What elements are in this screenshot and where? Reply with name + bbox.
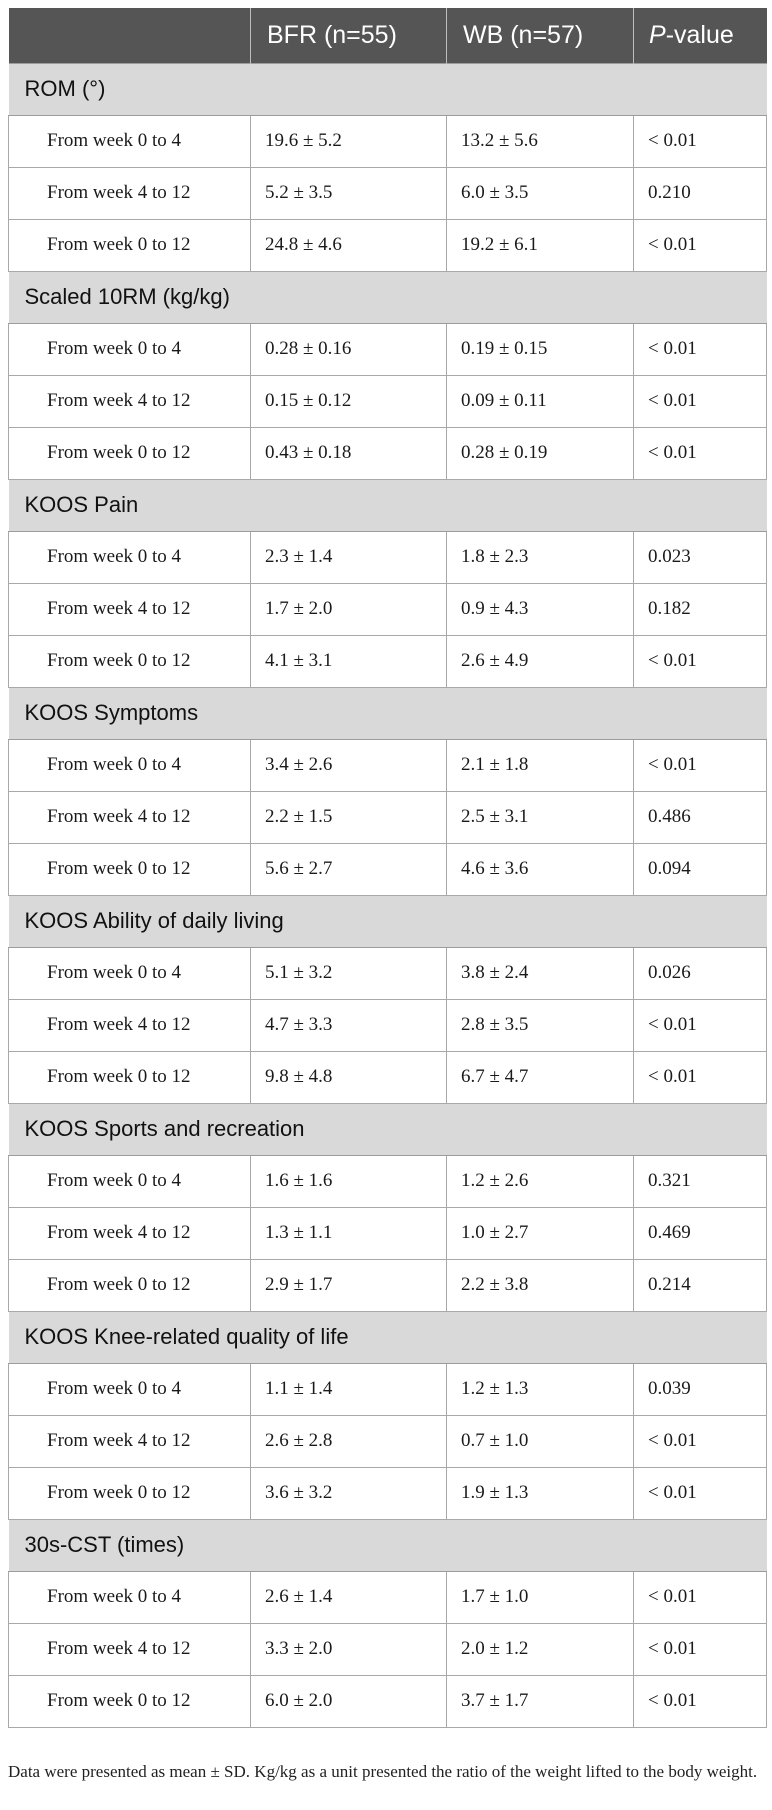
row-label-cell: From week 4 to 12 bbox=[9, 583, 251, 635]
wb-value-cell: 2.0 ± 1.2 bbox=[447, 1623, 634, 1675]
p-value-cell: 0.023 bbox=[634, 531, 767, 583]
table-row bbox=[9, 1415, 767, 1467]
wb-value-cell: 0.19 ± 0.15 bbox=[447, 323, 634, 375]
p-value-cell: 0.094 bbox=[634, 843, 767, 895]
wb-value-cell: 1.8 ± 2.3 bbox=[447, 531, 634, 583]
wb-value-cell: 0.7 ± 1.0 bbox=[447, 1415, 634, 1467]
section-title: KOOS Ability of daily living bbox=[9, 895, 767, 947]
table-row bbox=[9, 1155, 767, 1207]
row-label-cell: From week 0 to 12 bbox=[9, 219, 251, 271]
p-value-cell: 0.026 bbox=[634, 947, 767, 999]
p-value-cell: < 0.01 bbox=[634, 1415, 767, 1467]
wb-value-cell: 2.2 ± 3.8 bbox=[447, 1259, 634, 1311]
row-label-cell: From week 4 to 12 bbox=[9, 1207, 251, 1259]
bfr-value-cell: 4.1 ± 3.1 bbox=[251, 635, 447, 687]
section-title: Scaled 10RM (kg/kg) bbox=[9, 271, 767, 323]
bfr-value-cell: 2.3 ± 1.4 bbox=[251, 531, 447, 583]
bfr-value-cell: 9.8 ± 4.8 bbox=[251, 1051, 447, 1103]
wb-value-cell: 2.6 ± 4.9 bbox=[447, 635, 634, 687]
row-label-cell: From week 4 to 12 bbox=[9, 1415, 251, 1467]
p-value-cell: < 0.01 bbox=[634, 1467, 767, 1519]
row-label-cell: From week 0 to 12 bbox=[9, 1259, 251, 1311]
p-value-cell: 0.182 bbox=[634, 583, 767, 635]
bfr-value-cell: 2.9 ± 1.7 bbox=[251, 1259, 447, 1311]
row-label-cell: From week 0 to 12 bbox=[9, 1675, 251, 1727]
row-label-cell: From week 4 to 12 bbox=[9, 791, 251, 843]
row-label-cell: From week 4 to 12 bbox=[9, 375, 251, 427]
p-value-cell: < 0.01 bbox=[634, 1571, 767, 1623]
section-title: KOOS Knee-related quality of life bbox=[9, 1311, 767, 1363]
header-p-rest: -value bbox=[665, 20, 734, 49]
section-header-row bbox=[9, 1519, 767, 1571]
bfr-value-cell: 19.6 ± 5.2 bbox=[251, 115, 447, 167]
row-label-cell: From week 4 to 12 bbox=[9, 999, 251, 1051]
row-label-cell: From week 0 to 4 bbox=[9, 115, 251, 167]
bfr-value-cell: 1.6 ± 1.6 bbox=[251, 1155, 447, 1207]
results-table-container bbox=[8, 8, 766, 1728]
table-row bbox=[9, 947, 767, 999]
section-header-row bbox=[9, 1311, 767, 1363]
wb-value-cell: 0.09 ± 0.11 bbox=[447, 375, 634, 427]
header-blank bbox=[9, 8, 251, 63]
section-header-row bbox=[9, 1103, 767, 1155]
section-title: KOOS Pain bbox=[9, 479, 767, 531]
row-label-cell: From week 0 to 4 bbox=[9, 531, 251, 583]
table-row bbox=[9, 115, 767, 167]
p-value-cell: < 0.01 bbox=[634, 1623, 767, 1675]
p-value-cell: < 0.01 bbox=[634, 115, 767, 167]
p-value-cell: < 0.01 bbox=[634, 219, 767, 271]
table-row bbox=[9, 1571, 767, 1623]
table-row bbox=[9, 739, 767, 791]
row-label-cell: From week 0 to 4 bbox=[9, 947, 251, 999]
p-value-cell: < 0.01 bbox=[634, 635, 767, 687]
row-label-cell: From week 0 to 4 bbox=[9, 323, 251, 375]
header-p-value bbox=[634, 8, 767, 63]
section-header-row bbox=[9, 687, 767, 739]
table-row bbox=[9, 219, 767, 271]
table-row bbox=[9, 635, 767, 687]
table-row bbox=[9, 167, 767, 219]
bfr-value-cell: 0.28 ± 0.16 bbox=[251, 323, 447, 375]
p-value-cell: < 0.01 bbox=[634, 999, 767, 1051]
wb-value-cell: 13.2 ± 5.6 bbox=[447, 115, 634, 167]
row-label-cell: From week 0 to 12 bbox=[9, 843, 251, 895]
bfr-value-cell: 24.8 ± 4.6 bbox=[251, 219, 447, 271]
p-value-cell: < 0.01 bbox=[634, 427, 767, 479]
table-row bbox=[9, 1259, 767, 1311]
wb-value-cell: 1.2 ± 1.3 bbox=[447, 1363, 634, 1415]
table-row bbox=[9, 791, 767, 843]
wb-value-cell: 19.2 ± 6.1 bbox=[447, 219, 634, 271]
bfr-value-cell: 1.1 ± 1.4 bbox=[251, 1363, 447, 1415]
table-row bbox=[9, 323, 767, 375]
row-label-cell: From week 4 to 12 bbox=[9, 1623, 251, 1675]
wb-value-cell: 1.0 ± 2.7 bbox=[447, 1207, 634, 1259]
bfr-value-cell: 5.1 ± 3.2 bbox=[251, 947, 447, 999]
table-body bbox=[9, 63, 767, 1727]
wb-value-cell: 0.28 ± 0.19 bbox=[447, 427, 634, 479]
table-row bbox=[9, 1675, 767, 1727]
bfr-value-cell: 0.15 ± 0.12 bbox=[251, 375, 447, 427]
row-label-cell: From week 0 to 12 bbox=[9, 1467, 251, 1519]
section-title: 30s-CST (times) bbox=[9, 1519, 767, 1571]
wb-value-cell: 3.7 ± 1.7 bbox=[447, 1675, 634, 1727]
bfr-value-cell: 1.7 ± 2.0 bbox=[251, 583, 447, 635]
results-table bbox=[8, 8, 767, 1728]
header-p-italic: P bbox=[649, 20, 666, 49]
row-label-cell: From week 0 to 12 bbox=[9, 1051, 251, 1103]
wb-value-cell: 2.5 ± 3.1 bbox=[447, 791, 634, 843]
table-row bbox=[9, 583, 767, 635]
wb-value-cell: 6.7 ± 4.7 bbox=[447, 1051, 634, 1103]
section-title: ROM (°) bbox=[9, 63, 767, 115]
p-value-cell: 0.486 bbox=[634, 791, 767, 843]
bfr-value-cell: 5.6 ± 2.7 bbox=[251, 843, 447, 895]
p-value-cell: 0.210 bbox=[634, 167, 767, 219]
row-label-cell: From week 0 to 12 bbox=[9, 635, 251, 687]
wb-value-cell: 6.0 ± 3.5 bbox=[447, 167, 634, 219]
bfr-value-cell: 2.6 ± 1.4 bbox=[251, 1571, 447, 1623]
p-value-cell: 0.039 bbox=[634, 1363, 767, 1415]
p-value-cell: < 0.01 bbox=[634, 323, 767, 375]
bfr-value-cell: 3.4 ± 2.6 bbox=[251, 739, 447, 791]
section-header-row bbox=[9, 479, 767, 531]
bfr-value-cell: 6.0 ± 2.0 bbox=[251, 1675, 447, 1727]
header-row bbox=[9, 8, 767, 63]
section-header-row bbox=[9, 271, 767, 323]
table-row bbox=[9, 1051, 767, 1103]
wb-value-cell: 1.9 ± 1.3 bbox=[447, 1467, 634, 1519]
row-label-cell: From week 0 to 4 bbox=[9, 1155, 251, 1207]
p-value-cell: 0.321 bbox=[634, 1155, 767, 1207]
header-wb: WB (n=57) bbox=[447, 8, 634, 63]
bfr-value-cell: 3.3 ± 2.0 bbox=[251, 1623, 447, 1675]
section-header-row bbox=[9, 63, 767, 115]
table-row bbox=[9, 1363, 767, 1415]
bfr-value-cell: 0.43 ± 0.18 bbox=[251, 427, 447, 479]
wb-value-cell: 3.8 ± 2.4 bbox=[447, 947, 634, 999]
table-row bbox=[9, 427, 767, 479]
bfr-value-cell: 2.6 ± 2.8 bbox=[251, 1415, 447, 1467]
table-footnote: Data were presented as mean ± SD. Kg/kg as a unit presented the ratio of the weight lifted to the body weight. bbox=[8, 1762, 758, 1781]
bfr-value-cell: 4.7 ± 3.3 bbox=[251, 999, 447, 1051]
wb-value-cell: 1.2 ± 2.6 bbox=[447, 1155, 634, 1207]
row-label-cell: From week 0 to 4 bbox=[9, 1363, 251, 1415]
wb-value-cell: 1.7 ± 1.0 bbox=[447, 1571, 634, 1623]
table-row bbox=[9, 1207, 767, 1259]
section-title: KOOS Symptoms bbox=[9, 687, 767, 739]
header-bfr: BFR (n=55) bbox=[251, 8, 447, 63]
p-value-cell: 0.469 bbox=[634, 1207, 767, 1259]
p-value-cell: < 0.01 bbox=[634, 739, 767, 791]
p-value-cell: < 0.01 bbox=[634, 375, 767, 427]
table-row bbox=[9, 375, 767, 427]
table-row bbox=[9, 1623, 767, 1675]
wb-value-cell: 0.9 ± 4.3 bbox=[447, 583, 634, 635]
table-row bbox=[9, 531, 767, 583]
row-label-cell: From week 4 to 12 bbox=[9, 167, 251, 219]
p-value-cell: < 0.01 bbox=[634, 1675, 767, 1727]
p-value-cell: < 0.01 bbox=[634, 1051, 767, 1103]
wb-value-cell: 4.6 ± 3.6 bbox=[447, 843, 634, 895]
table-row bbox=[9, 843, 767, 895]
section-title: KOOS Sports and recreation bbox=[9, 1103, 767, 1155]
row-label-cell: From week 0 to 4 bbox=[9, 739, 251, 791]
row-label-cell: From week 0 to 4 bbox=[9, 1571, 251, 1623]
table-row bbox=[9, 1467, 767, 1519]
table-row bbox=[9, 999, 767, 1051]
wb-value-cell: 2.8 ± 3.5 bbox=[447, 999, 634, 1051]
bfr-value-cell: 2.2 ± 1.5 bbox=[251, 791, 447, 843]
row-label-cell: From week 0 to 12 bbox=[9, 427, 251, 479]
section-header-row bbox=[9, 895, 767, 947]
bfr-value-cell: 5.2 ± 3.5 bbox=[251, 167, 447, 219]
p-value-cell: 0.214 bbox=[634, 1259, 767, 1311]
bfr-value-cell: 3.6 ± 3.2 bbox=[251, 1467, 447, 1519]
wb-value-cell: 2.1 ± 1.8 bbox=[447, 739, 634, 791]
bfr-value-cell: 1.3 ± 1.1 bbox=[251, 1207, 447, 1259]
